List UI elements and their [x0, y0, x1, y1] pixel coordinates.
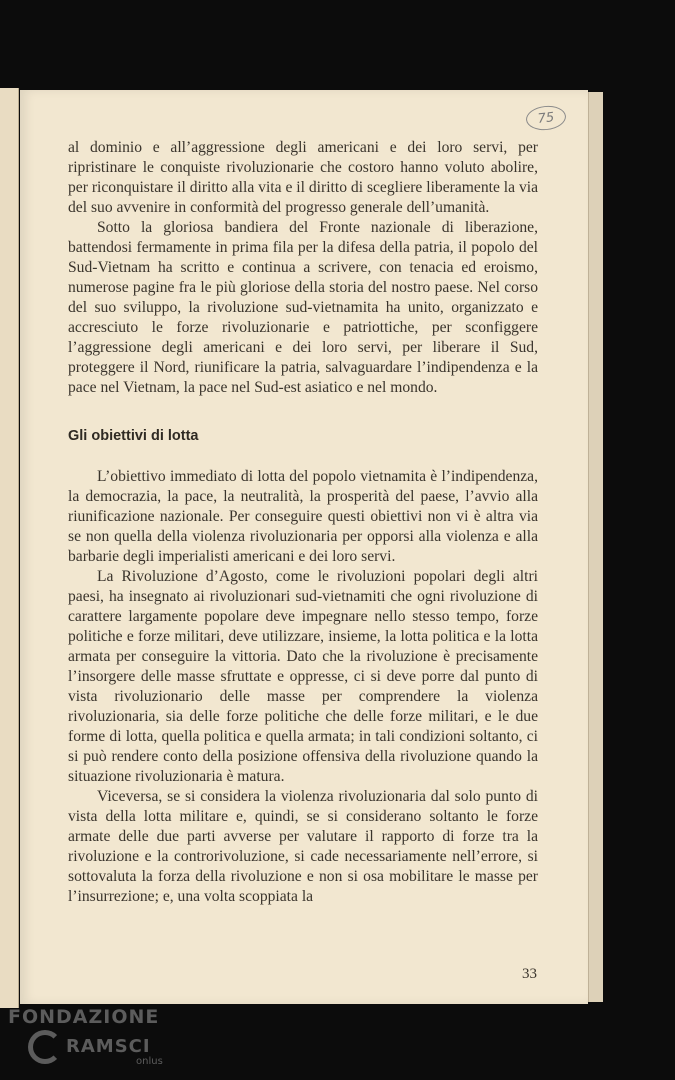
paragraph: al dominio e all’aggressione degli americani e dei loro servi, per ripristinare le conquiste rivoluzionarie che costoro hanno voluto abolire, per riconquistare il diritto alla vita e il diritto di scegliere liberamente la via del suo avvenire in conformità del progresso generale dell’umanità.: [68, 139, 538, 216]
watermark-line3: onlus: [136, 1056, 163, 1067]
body-text: [68, 138, 538, 907]
paragraph: L’obiettivo immediato di lotta del popolo vietnamita è l’indipendenza, la democrazia, la pace, la neutralità, la prosperità del paese, l’avvio alla riunificazione nazionale. Per conseguire questi obiettivi non vi è altra via se non quella della violenza rivoluzionaria per opporsi alla violenza e alla barbarie degli imperialisti americani e dei loro servi.: [68, 468, 538, 565]
watermark-line1: FONDAZIONE: [8, 1006, 160, 1028]
g-letter-logo-icon: [28, 1030, 62, 1064]
page-edge-stack: [588, 92, 603, 1002]
paragraph: Viceversa, se si considera la violenza rivoluzionaria dal solo punto di vista della lotta militare e, quindi, se si considerano soltanto le forze armate delle due parti avverse per valutare il rapporto di forze tra la rivoluzione e la controrivoluzione, si cade necessariamente nell’errore, si sottovaluta la forza della rivoluzione e non si osa mobilitare le masse per l’insurrezione; e, una volta scoppiata la: [68, 788, 538, 905]
facing-page-edge: [0, 88, 19, 1008]
page-number: 33: [522, 966, 537, 982]
watermark-line2: RAMSCI: [66, 1036, 151, 1057]
handwritten-page-mark: 75: [525, 104, 567, 132]
foundation-watermark-logo: [8, 1006, 178, 1076]
paragraph: La Rivoluzione d’Agosto, come le rivoluzioni popolari degli altri paesi, ha insegnato ai rivoluzionari sud-vietnamiti che ogni rivoluzione di carattere largamente popolare deve impegnare nello stesso tempo, forze politiche e forze militari, deve utilizzare, insieme, la lotta politica e la lotta armata per conseguire la vittoria. Dato che la rivoluzione è precisamente l’insorgere delle masse sfruttate e oppresse, ci si deve porre dal punto di vista rivoluzionario delle masse per comprendere la violenza rivoluzionaria, sia delle forze politiche che delle forze militari, e le due forme di lotta, quella politica e quella armata; in tali condizioni soltanto, ci si può rendere conto della posizione offensiva della rivoluzione quando la situazione rivoluzionaria è matura.: [68, 568, 538, 785]
section-heading: Gli obiettivi di lotta: [68, 428, 199, 444]
paragraph: Sotto la gloriosa bandiera del Fronte nazionale di liberazione, battendosi fermamente in prima fila per la difesa della patria, il popolo del Sud-Vietnam ha scritto e continua a scrivere, con tenacia ed eroismo, numerose pagine fra le più gloriose della storia del nostro paese. Nel corso del suo sviluppo, la rivoluzione sud-vietnamita ha unito, organizzato e accresciuto le forze rivoluzionarie e patriottiche, per sconfiggere l’aggressione degli americani e dei loro servi, per liberare il Sud, proteggere il Nord, riunificare la patria, salvaguardare l’indipendenza e la pace nel Vietnam, la pace nel Sud-est asiatico e nel mondo.: [68, 219, 538, 396]
